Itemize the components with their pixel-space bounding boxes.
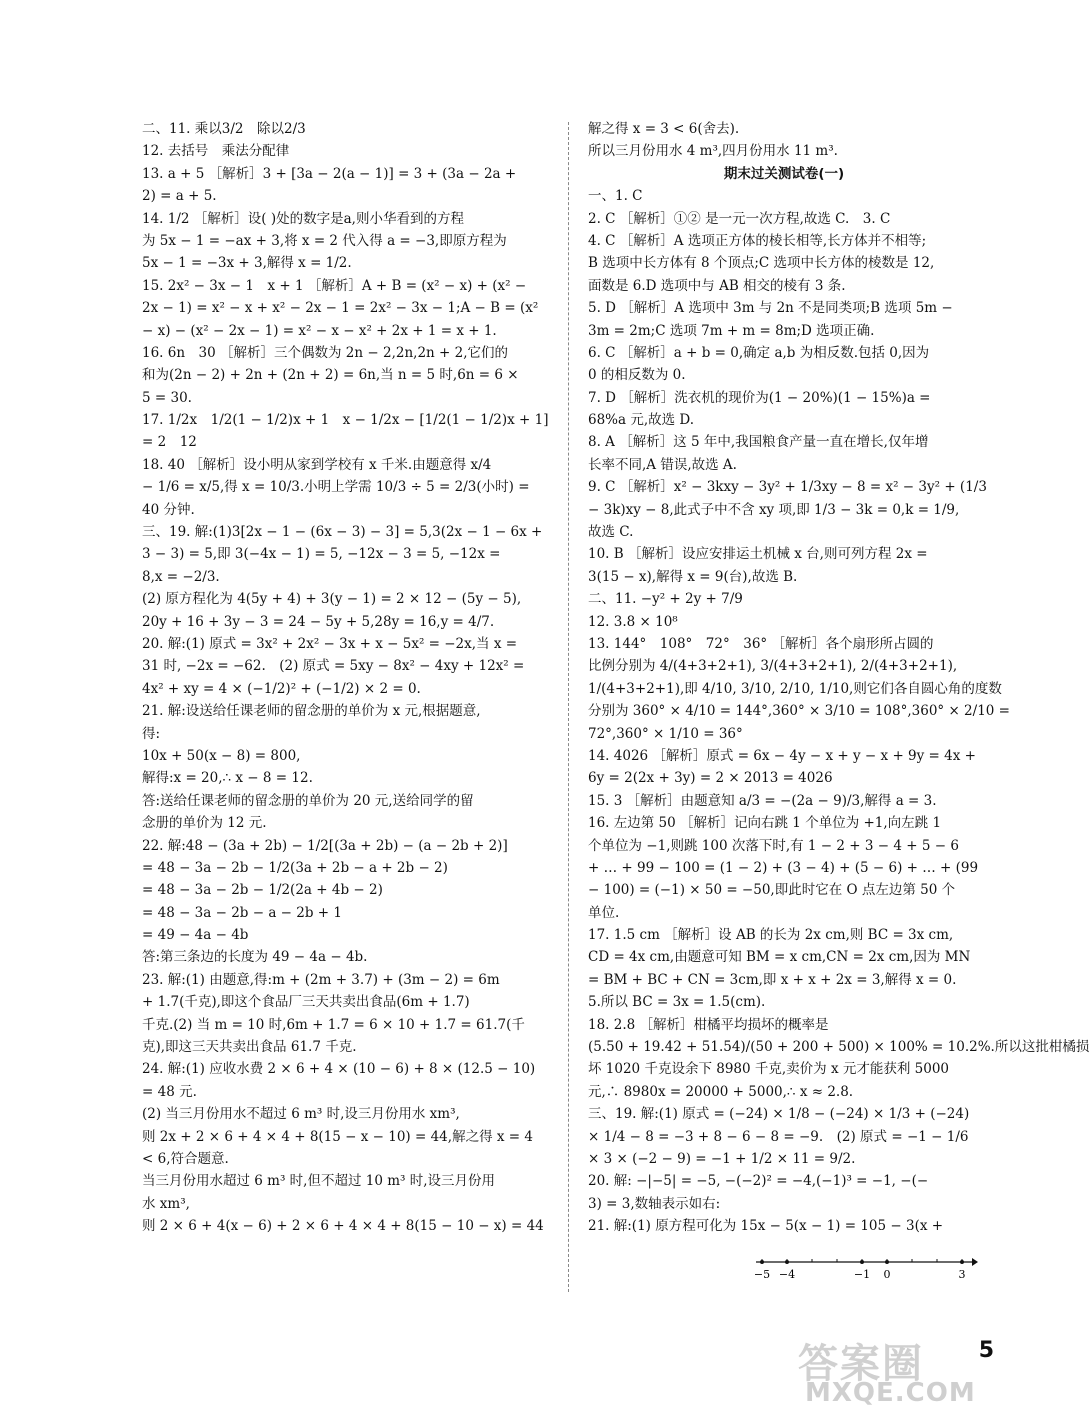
answer-line: 3m = 2m;C 选项 7m + m = 8m;D 选项正确. (588, 322, 875, 339)
answer-line: − 1/6 = x/5,得 x = 10/3.小明上学需 10/3 ÷ 5 = 2/3(小时) = (142, 479, 530, 496)
answer-line: 念册的单价为 12 元. (142, 815, 267, 832)
answer-line: 解之得 x = 3 < 6(舍去). (588, 121, 740, 137)
answer-line: 长率不同,A 错误,故选 A. (588, 456, 737, 473)
answer-line: (5.50 + 19.42 + 51.54)/(50 + 200 + 500) × 100% = 10.2%.所以这批柑橘损 (588, 1039, 1089, 1056)
answer-line: 3 − 3) = 5,即 3(−4x − 1) = 5, −12x − 3 = 5, −12x = (142, 546, 501, 563)
number-line-arrow-icon (972, 1258, 978, 1266)
answer-line: = 48 − 3a − 2b − a − 2b + 1 (142, 904, 342, 921)
answer-line: 故选 C. (588, 524, 634, 541)
answer-line: 和为(2n − 2) + 2n + (2n + 2) = 6n,当 n = 5 时,6n = 6 × (142, 367, 519, 384)
watermark-logo: 答案圈 (798, 1341, 924, 1387)
watermark-url: MXQE.COM (805, 1378, 976, 1408)
page-number: 5 (978, 1338, 994, 1363)
number-line-label: −4 (778, 1268, 796, 1281)
answer-line: 2. C ［解析］①② 是一元一次方程,故选 C. 3. C (588, 210, 891, 227)
number-line-point (885, 1260, 889, 1264)
answer-line: 4x² + xy = 4 × (−1/2)² + (−1/2) × 2 = 0. (142, 680, 421, 697)
answer-line: 8,x = −2/3. (142, 568, 220, 585)
answer-line: (2) 当三月份用水不超过 6 m³ 时,设三月份用水 xm³, (142, 1106, 460, 1123)
number-line (753, 1252, 976, 1286)
right-column (588, 118, 1089, 1238)
column-divider (568, 122, 569, 1292)
answer-line: 2x − 1) = x² − x + x² − 2x − 1 = 2x² − 3x − 1;A − B = (x² (142, 300, 539, 317)
answer-line: 克),即这三天共卖出食品 61.7 千克. (142, 1039, 357, 1056)
answer-line: 千克.(2) 当 m = 10 时,6m + 1.7 = 6 × 10 + 1.7 = 61.7(千 (142, 1016, 525, 1033)
answer-line: 15. 2x² − 3x − 1 x + 1 ［解析］A + B = (x² − x) + (x² − (142, 277, 527, 294)
answer-line: 14. 1/2 ［解析］设( )处的数字是a,则小华看到的方程 (142, 210, 464, 227)
answer-line: (2) 原方程化为 4(5y + 4) + 3(y − 1) = 2 × 12 − (5y − 5), (142, 591, 522, 608)
answer-line: 比例分别为 4/(4+3+2+1), 3/(4+3+2+1), 2/(4+3+2+1), (588, 658, 958, 675)
answer-line: 10x + 50(x − 8) = 800, (142, 747, 301, 764)
answer-line: 68%a 元,故选 D. (588, 412, 695, 429)
answer-line: 21. 解:(1) 原方程可化为 15x − 5(x − 1) = 105 − 3(x + (588, 1218, 944, 1235)
answer-line: + 1.7(千克),即这个食品厂三天共卖出食品(6m + 1.7) (142, 994, 470, 1011)
answer-line: 10. B ［解析］设应安排运土机械 x 台,则可列方程 2x = (588, 546, 928, 563)
answer-line: 5. D ［解析］A 选项中 3m 与 2n 不是同类项;B 选项 5m − (588, 300, 953, 317)
answer-line: 个单位为 −1,则跳 100 次落下时,有 1 − 2 + 3 − 4 + 5 − 6 (588, 837, 959, 854)
answer-line: 17. 1/2x 1/2(1 − 1/2)x + 1 x − 1/2x − [1/2(1 − 1/2)x + 1] (142, 412, 549, 429)
number-line-point (860, 1260, 864, 1264)
answer-line: < 6,符合题意. (142, 1150, 229, 1167)
answer-line: 5 = 30. (142, 389, 192, 406)
answer-line: 解得:x = 20,∴ x − 8 = 12. (142, 770, 313, 787)
answer-line: B 选项中长方体有 8 个顶点;C 选项中长方体的棱数是 12, (588, 255, 935, 272)
answer-line: 6y = 2(2x + 3y) = 2 × 2013 = 4026 (588, 770, 833, 787)
answer-line: 21. 解:设送给任课老师的留念册的单价为 x 元,根据题意, (142, 703, 481, 720)
answer-line: × 3 × (−2 − 9) = −1 + 1/2 × 11 = 9/2. (588, 1150, 856, 1167)
answer-line: = 48 − 3a − 2b − 1/2(3a + 2b − a + 2b − 2) (142, 859, 448, 876)
answer-line: 8. A ［解析］这 5 年中,我国粮食产量一直在增长,仅年增 (588, 434, 929, 451)
number-line-label: −5 (753, 1268, 771, 1281)
answer-line: 16. 6n 30 ［解析］三个偶数为 2n − 2,2n,2n + 2,它们的 (142, 344, 508, 361)
answer-line: 得: (142, 725, 161, 742)
answer-line: − 100) = (−1) × 50 = −50,即此时它在 O 点左边第 50 个 (588, 882, 956, 899)
answer-line: − x) − (x² − 2x − 1) = x² − x − x² + 2x + 1 = x + 1. (142, 322, 497, 339)
answer-line: 当三月份用水超过 6 m³ 时,但不超过 10 m³ 时,设三月份用 (142, 1173, 496, 1190)
answer-line: 16. 左边第 50 ［解析］记向右跳 1 个单位为 +1,向左跳 1 (588, 815, 942, 832)
answer-line: 为 5x − 1 = −ax + 3,将 x = 2 代入得 a = −3,即原方程为 (142, 232, 507, 249)
left-column (142, 118, 552, 1238)
answer-line: 20. 解:(1) 原式 = 3x² + 2x² − 3x + x − 5x² = −2x,当 x = (142, 635, 518, 652)
answer-line: − 3k)xy − 8,此式子中不含 xy 项,即 1/3 − 3k = 0,k = 1/9, (588, 501, 960, 518)
answer-line: 2) = a + 5. (142, 188, 217, 205)
answer-line: 72°,360° × 1/10 = 36° (588, 725, 743, 742)
answer-line: 元,∴ 8980x = 20000 + 5000,∴ x ≈ 2.8. (588, 1083, 854, 1100)
answer-line: 则 2x + 2 × 6 + 4 × 4 + 8(15 − x − 10) = 44,解之得 x = 4 (142, 1128, 533, 1145)
answer-line: 9. C ［解析］x² − 3kxy − 3y² + 1/3xy − 8 = x² − 3y² + (1/3 (588, 479, 987, 496)
section-title: 期末过关测试卷(一) (723, 165, 845, 182)
answer-line: 所以三月份用水 4 m³,四月份用水 11 m³. (588, 143, 838, 160)
number-line-point (785, 1260, 789, 1264)
answer-line: 水 xm³, (142, 1195, 190, 1212)
answer-line: 18. 40 ［解析］设小明从家到学校有 x 千米.由题意得 x/4 (142, 456, 492, 473)
answer-line: 4. C ［解析］A 选项正方体的棱长相等,长方体并不相等; (588, 232, 927, 249)
answer-line: 18. 2.8 ［解析］柑橘平均损坏的概率是 (588, 1016, 829, 1033)
answer-line: 1/(4+3+2+1),即 4/10, 3/10, 2/10, 1/10,则它们各自圆心角的度数 (588, 680, 1002, 697)
answer-line: 13. a + 5 ［解析］3 + [3a − 2(a − 1)] = 3 + (3a − 2a + (142, 165, 517, 182)
answer-line: 分别为 360° × 4/10 = 144°,360° × 3/10 = 108°,360° × 2/10 = (588, 703, 1010, 720)
answer-line: 三、19. 解:(1)3[2x − 1 − (6x − 3) − 3] = 5,3(2x − 1 − 6x + (142, 524, 543, 541)
answer-line: 23. 解:(1) 由题意,得:m + (2m + 3.7) + (3m − 2) = 6m (142, 971, 500, 988)
answer-line: 5.所以 BC = 3x = 1.5(cm). (588, 994, 766, 1011)
answer-line: 单位. (588, 904, 620, 921)
answer-line: 二、11. −y² + 2y + 7/9 (588, 591, 743, 608)
answer-line: 15. 3 ［解析］由题意知 a/3 = −(2a − 9)/3,解得 a = 3. (588, 792, 937, 809)
answer-line: 6. C ［解析］a + b = 0,确定 a,b 为相反数.包括 0,因为 (588, 344, 930, 361)
answer-line: = 48 元. (142, 1083, 197, 1100)
answer-line: 3) = 3,数轴表示如右: (588, 1195, 721, 1212)
answer-line: 12. 去括号 乘法分配律 (142, 143, 290, 160)
number-line-point (960, 1260, 964, 1264)
answer-line: 14. 4026 ［解析］原式 = 6x − 4y − x + y − x + 9y = 4x + (588, 747, 976, 764)
answer-line: × 1/4 − 8 = −3 + 8 − 6 − 8 = −9. (2) 原式 = −1 − 1/6 (588, 1128, 969, 1145)
answer-line: 17. 1.5 cm ［解析］设 AB 的长为 2x cm,则 BC = 3x cm, (588, 927, 954, 944)
answer-line: 22. 解:48 − (3a + 2b) − 1/2[(3a + 2b) − (a − 2b + 2)] (142, 837, 508, 854)
answer-line: 5x − 1 = −3x + 3,解得 x = 1/2. (142, 255, 352, 272)
answer-line: = 2 12 (142, 434, 197, 451)
answer-line: CD = 4x cm,由题意可知 BM = x cm,CN = 2x cm,因为 MN (588, 949, 971, 966)
answer-line: 31 时, −2x = −62. (2) 原式 = 5xy − 8x² − 4xy + 12x² = (142, 658, 525, 675)
answer-line: 13. 144° 108° 72° 36° ［解析］各个扇形所占圆的 (588, 635, 934, 652)
number-line-label: −1 (853, 1268, 871, 1281)
number-line-label: 0 (883, 1268, 891, 1281)
answer-line: 7. D ［解析］洗衣机的现价为(1 − 20%)(1 − 15%)a = (588, 389, 931, 406)
answer-line: 答:送给任课老师的留念册的单价为 20 元,送给同学的留 (142, 792, 474, 809)
answer-line: 面数是 6.D 选项中与 AB 相交的棱有 3 条. (588, 277, 846, 294)
answer-line: 3(15 − x),解得 x = 9(台),故选 B. (588, 568, 798, 585)
answer-line: = 48 − 3a − 2b − 1/2(2a + 4b − 2) (142, 882, 383, 899)
answer-line: 20. 解: −|−5| = −5, −(−2)² = −4,(−1)³ = −1, −(− (588, 1173, 929, 1190)
answer-line: 40 分钟. (142, 501, 195, 518)
answer-line: = 49 − 4a − 4b (142, 927, 249, 944)
answer-line: 二、11. 乘以3/2 除以2/3 (142, 121, 306, 137)
answer-line: 0 的相反数为 0. (588, 367, 686, 384)
answer-line: 24. 解:(1) 应收水费 2 × 6 + 4 × (10 − 6) + 8 × (12.5 − 10) (142, 1061, 536, 1078)
answer-line: = BM + BC + CN = 3cm,即 x + x + 2x = 3,解得 x = 0. (588, 971, 957, 988)
answer-line: 20y + 16 + 3y − 3 = 24 − 5y + 5,28y = 16,y = 4/7. (142, 613, 495, 630)
number-line-point (760, 1260, 764, 1264)
answer-line: + … + 99 − 100 = (1 − 2) + (3 − 4) + (5 − 6) + … + (99 (588, 859, 979, 876)
answer-line: 坏 1020 千克设余下 8980 千克,卖价为 x 元才能获利 5000 (588, 1061, 950, 1078)
number-line-label: 3 (958, 1268, 966, 1281)
answer-line: 三、19. 解:(1) 原式 = (−24) × 1/8 − (−24) × 1/3 + (−24) (588, 1106, 970, 1123)
answer-line: 则 2 × 6 + 4(x − 6) + 2 × 6 + 4 × 4 + 8(15 − 10 − x) = 44 (142, 1218, 544, 1235)
answer-line: 答:第三条边的长度为 49 − 4a − 4b. (142, 949, 368, 966)
answer-line: 一、1. C (588, 188, 643, 205)
answer-line: 12. 3.8 × 10⁸ (588, 613, 678, 630)
